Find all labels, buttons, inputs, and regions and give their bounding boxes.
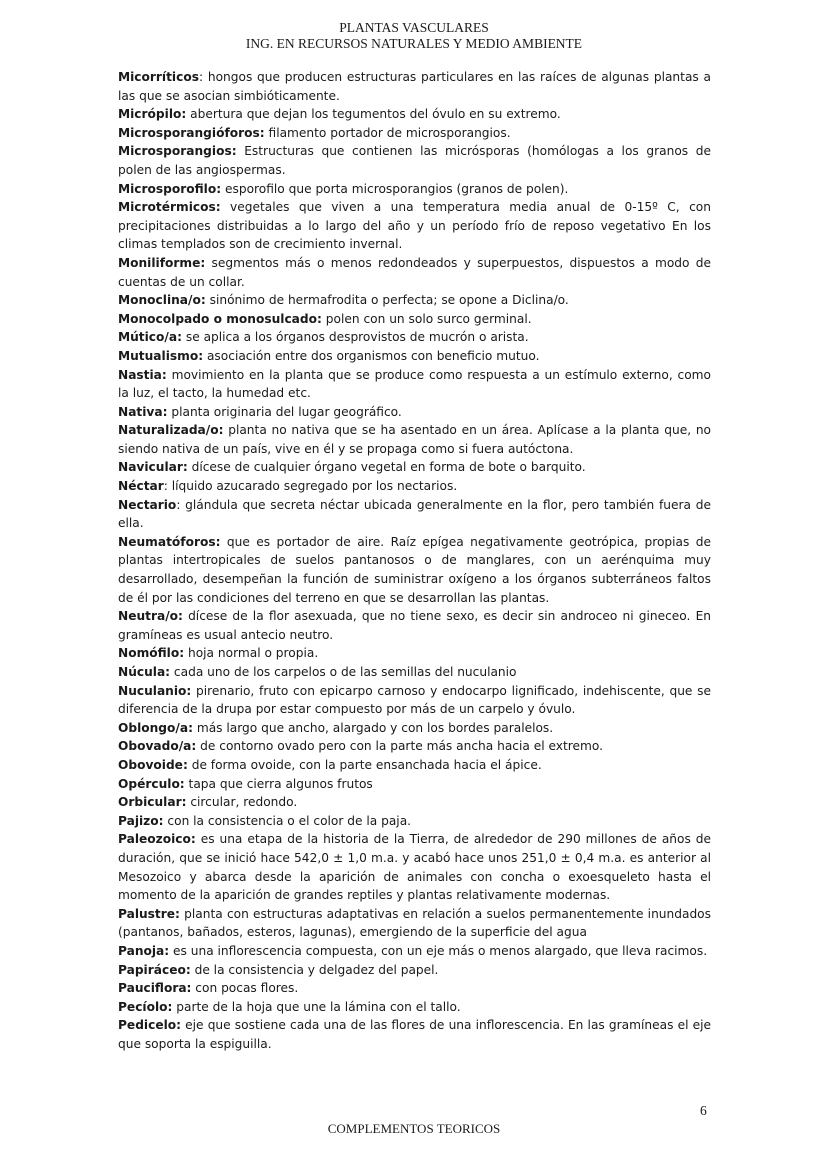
glossary-term: Oblongo/a:	[118, 720, 193, 735]
glossary-definition: es una inflorescencia compuesta, con un eje más o menos alargado, que lleva racimos.	[169, 943, 708, 958]
glossary-entry	[118, 775, 711, 794]
glossary-definition: : líquido azucarado segregado por los nectarios.	[163, 479, 458, 494]
glossary-entry	[118, 942, 711, 961]
glossary-definition: planta no nativa que se ha asentado en un área. Aplícase a la planta que, no siendo nativa de un país, vive en él y se propaga como si fuera autóctona.	[118, 423, 711, 456]
glossary-definition: segmentos más o menos redondeados y superpuestos, dispuestos a modo de cuentas de un collar.	[118, 255, 711, 289]
page-number: 6	[700, 1103, 707, 1118]
glossary-entry	[118, 719, 711, 738]
glossary-definition: cada uno de los carpelos o de las semillas del nuculanio	[170, 665, 517, 679]
glossary-entry	[118, 68, 711, 105]
glossary-term: Papiráceo:	[118, 962, 191, 977]
glossary-entry	[118, 142, 711, 179]
glossary-definition: Estructuras que contienen las micrósporas (homólogas a los granos de polen de las angiospermas.	[118, 144, 711, 177]
glossary-term: Micrópilo:	[118, 107, 187, 122]
glossary-term: Nastia:	[118, 367, 167, 382]
glossary-definition: es una etapa de la historia de la Tierra, de alrededor de 290 millones de años de duración, que se inició hace 542,0 ± 1,0 m.a. y acabó hace unos 251,0 ± 0,4 m.a. es anterior al Mesozoico y abarca desde la aparición de animales con concha o exoesqueleto hasta el momento de la aparición de grandes reptiles y plantas relativamente modernas.	[118, 832, 711, 903]
glossary-entry	[118, 328, 711, 347]
glossary-entry	[118, 477, 711, 496]
glossary-definition: movimiento en la planta que se produce como respuesta a un estímulo externo, como la luz, el tacto, la humedad etc.	[118, 367, 711, 401]
header-subtitle: ING. EN RECURSOS NATURALES Y MEDIO AMBIENTE	[245, 36, 583, 51]
glossary-term: Micorríticos	[118, 70, 199, 84]
glossary-term: Mutualismo:	[118, 348, 204, 363]
glossary-entry	[118, 366, 711, 403]
glossary-term: Pedicelo:	[118, 1018, 182, 1033]
glossary-definition: hoja normal o propia.	[184, 646, 319, 661]
glossary-term: Monocolpado o monosulcado:	[118, 311, 322, 326]
glossary-definition: más largo que ancho, alargado y con los bordes paralelos.	[192, 720, 554, 735]
glossary-term: Microtérmicos:	[118, 200, 221, 215]
glossary-term: Mútico/a:	[118, 330, 182, 345]
glossary-term: Pecíolo:	[118, 999, 173, 1014]
glossary-term: Núcula:	[118, 665, 171, 679]
glossary-entry	[118, 403, 711, 422]
glossary-definition: de contorno ovado pero con la parte más ancha hacia el extremo.	[196, 739, 604, 754]
glossary-definition: tapa que cierra algunos frutos	[184, 776, 373, 791]
glossary-term: Naturalizada/o:	[118, 423, 224, 438]
glossary-definition: filamento portador de microsporangios.	[264, 125, 511, 140]
glossary-term: Nomófilo:	[118, 646, 185, 661]
page-footer: COMPLEMENTOS TEORICOS	[327, 1121, 501, 1136]
glossary-definition: esporofilo que porta microsporangios (granos de polen).	[221, 181, 569, 196]
glossary-term: Microsporofilo:	[118, 181, 222, 196]
glossary-entry	[118, 793, 711, 812]
glossary-definition: de forma ovoide, con la parte ensanchada hacia el ápice.	[187, 757, 542, 772]
glossary-term: Neumatóforos:	[118, 534, 221, 549]
glossary-term: Microsporangióforos:	[118, 125, 265, 140]
glossary-term: Orbicular:	[118, 795, 187, 810]
glossary-definition: vegetales que viven a una temperatura media anual de 0-15º C, con precipitaciones distribuidas a lo largo del año y un período frío de reposo vegetativo En los climas templados son de crecimiento invernal.	[118, 200, 711, 252]
glossary-entry	[118, 737, 711, 756]
glossary-term: Obovoide:	[118, 757, 188, 772]
glossary-definition: eje que sostiene cada una de las flores de una inflorescencia. En las gramíneas el eje que soporta la espiguilla.	[118, 1018, 711, 1051]
glossary-entry	[118, 607, 711, 644]
glossary-entry	[118, 830, 711, 904]
glossary-definition: pirenario, fruto con epicarpo carnoso y endocarpo lignificado, indehiscente, que se diferencia de la drupa por estar compuesto por más de un carpelo y óvulo.	[118, 683, 711, 717]
glossary-entry	[118, 979, 711, 998]
glossary-entry	[118, 105, 711, 124]
glossary-list	[118, 68, 711, 1053]
glossary-definition: que es portador de aire. Raíz epígea negativamente geotrópica, propias de plantas intertropicales de suelos pantanosos o de manglares, con un aerénquima muy desarrollado, desempeñan la función de suministrar oxígeno a los órganos subterráneos faltos de él por las condiciones del terreno en que se desarrollan las plantas.	[118, 534, 711, 605]
glossary-entry	[118, 310, 711, 329]
glossary-definition: sinónimo de hermafrodita o perfecta; se opone a Diclina/o.	[205, 293, 569, 308]
glossary-definition: planta con estructuras adaptativas en relación a suelos permanentemente inundados (pantanos, bañados, esteros, lagunas), emergiendo de la superficie del agua	[118, 906, 711, 940]
glossary-entry	[118, 291, 711, 310]
glossary-entry	[118, 1016, 711, 1053]
glossary-entry	[118, 644, 711, 663]
glossary-term: Néctar	[118, 479, 164, 494]
glossary-term: Nativa:	[118, 404, 168, 419]
glossary-term: Moniliforme:	[118, 255, 206, 270]
glossary-definition: parte de la hoja que une la lámina con el tallo.	[172, 999, 461, 1014]
glossary-definition: asociación entre dos organismos con beneficio mutuo.	[203, 348, 540, 363]
glossary-definition: circular, redondo.	[186, 795, 298, 810]
glossary-term: Palustre:	[118, 906, 180, 921]
glossary-entry	[118, 254, 711, 291]
glossary-term: Nuculanio:	[118, 683, 192, 698]
glossary-definition: dícese de cualquier órgano vegetal en forma de bote o barquito.	[187, 460, 586, 475]
glossary-definition: polen con un solo surco germinal.	[321, 311, 532, 326]
glossary-entry	[118, 533, 711, 607]
glossary-entry	[118, 998, 711, 1017]
glossary-definition: de la consistencia y delgadez del papel.	[190, 962, 439, 977]
glossary-term: Pajizo:	[118, 813, 164, 828]
glossary-definition: abertura que dejan los tegumentos del óvulo en su extremo.	[186, 107, 561, 122]
glossary-definition: con pocas flores.	[191, 981, 299, 996]
glossary-entry	[118, 756, 711, 775]
glossary-term: Neutra/o:	[118, 609, 183, 624]
glossary-entry	[118, 198, 711, 254]
glossary-definition: : hongos que producen estructuras particulares en las raíces de algunas plantas a las que se asocian simbióticamente.	[118, 70, 711, 103]
glossary-term: Panoja:	[118, 943, 170, 958]
glossary-definition: se aplica a los órganos desprovistos de mucrón o arista.	[181, 330, 529, 345]
glossary-entry	[118, 682, 711, 719]
glossary-definition: con la consistencia o el color de la paja.	[163, 813, 412, 828]
glossary-entry	[118, 458, 711, 477]
glossary-entry	[118, 812, 711, 831]
glossary-entry	[118, 180, 711, 199]
glossary-entry	[118, 496, 711, 533]
glossary-term: Obovado/a:	[118, 739, 197, 754]
glossary-entry	[118, 961, 711, 980]
glossary-term: Pauciflora:	[118, 981, 192, 996]
glossary-term: Nectario	[118, 497, 177, 512]
glossary-term: Navicular:	[118, 460, 188, 475]
glossary-definition: : glándula que secreta néctar ubicada generalmente en la flor, pero también fuera de ella.	[118, 497, 711, 531]
glossary-term: Paleozoico:	[118, 832, 196, 847]
glossary-entry	[118, 663, 711, 682]
glossary-definition: planta originaria del lugar geográfico.	[167, 404, 402, 419]
glossary-term: Opérculo:	[118, 776, 185, 791]
glossary-entry	[118, 421, 711, 458]
glossary-term: Microsporangios:	[118, 144, 237, 159]
page-header	[0, 20, 828, 52]
glossary-entry	[118, 347, 711, 366]
glossary-entry	[118, 905, 711, 942]
header-title: PLANTAS VASCULARES	[339, 20, 489, 35]
glossary-term: Monoclina/o:	[118, 293, 206, 308]
glossary-entry	[118, 124, 711, 143]
glossary-definition: dícese de la flor asexuada, que no tiene sexo, es decir sin androceo ni gineceo. En gramíneas es usual antecio neutro.	[118, 609, 711, 642]
